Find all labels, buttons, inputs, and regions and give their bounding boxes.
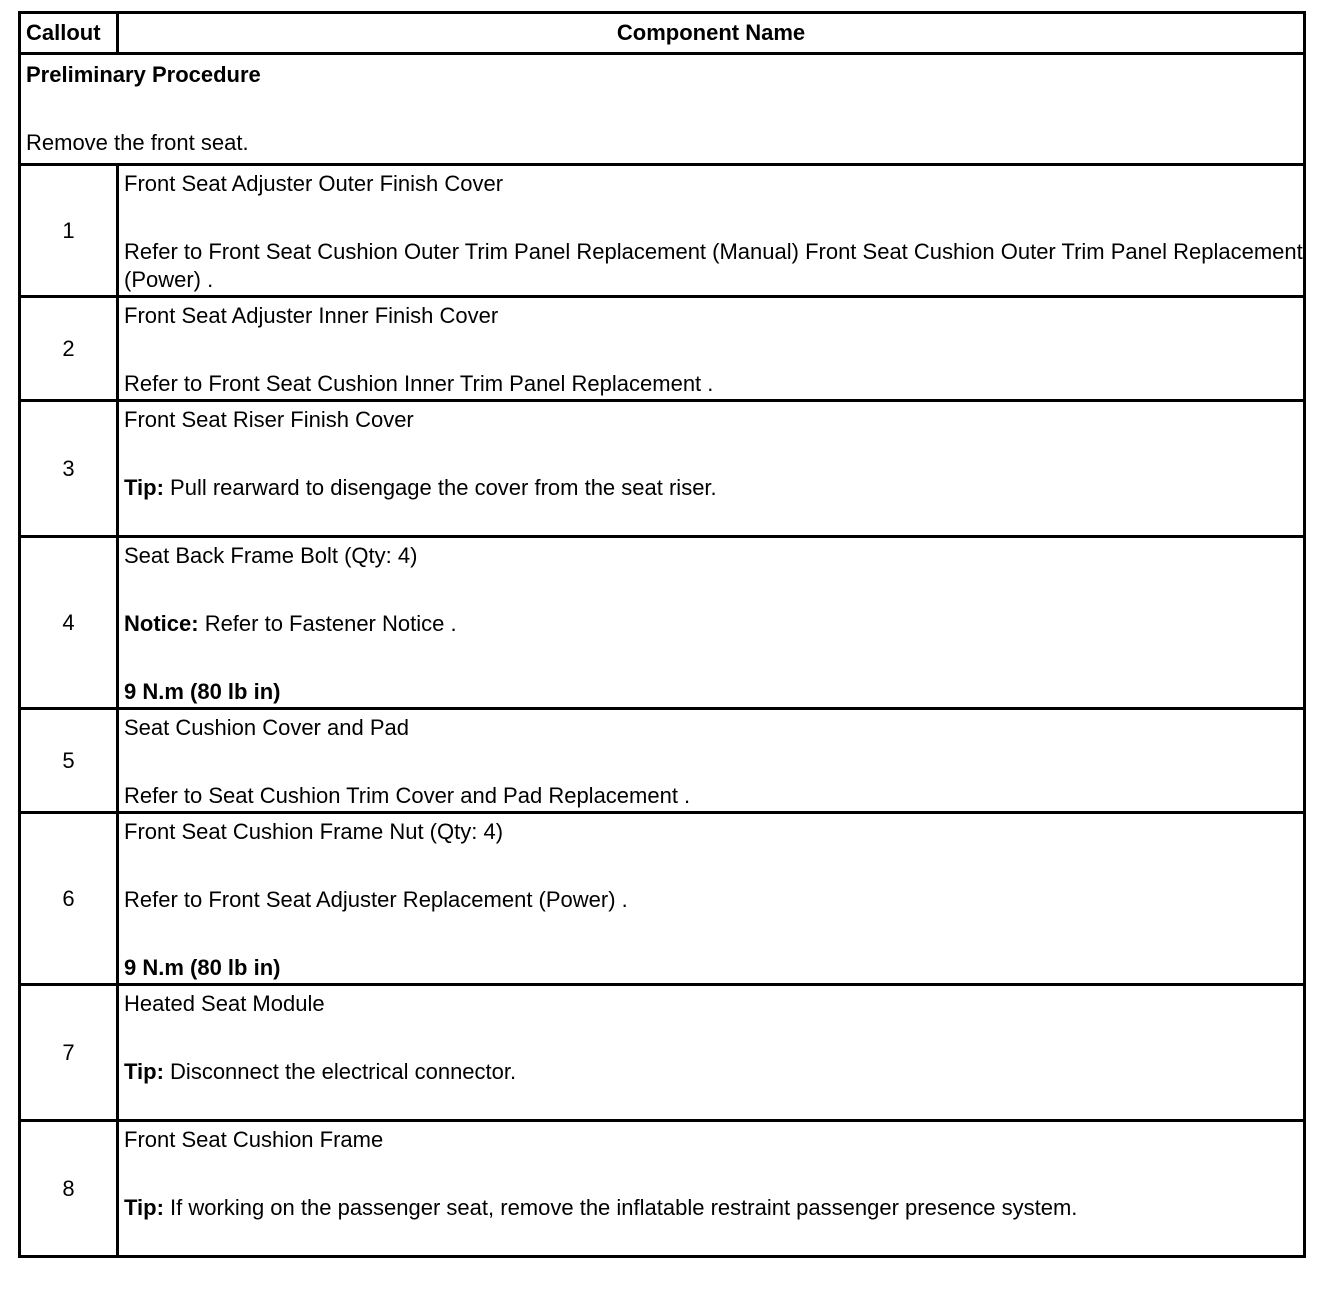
- tip-label: Tip:: [124, 1195, 164, 1220]
- component-detail: Refer to Front Seat Cushion Outer Trim Panel Replacement (Manual) Front Seat Cushion Outer Trim Panel Replacement (Power) .: [124, 239, 1303, 292]
- component-table: [18, 11, 1306, 1258]
- component-name: Front Seat Adjuster Outer Finish Cover: [124, 171, 504, 196]
- table-row: [20, 985, 1305, 1121]
- table-row: [20, 297, 1305, 401]
- torque-spec: 9 N.m (80 lb in): [124, 679, 281, 704]
- component-column-header: Component Name: [118, 13, 1305, 54]
- callout-number: 8: [20, 1121, 118, 1257]
- preliminary-row: [20, 54, 1305, 165]
- tip-label: Tip:: [124, 1059, 164, 1084]
- notice-label: Notice:: [124, 611, 199, 636]
- torque-spec: 9 N.m (80 lb in): [124, 955, 281, 980]
- component-cell: [118, 401, 1305, 537]
- component-cell: [118, 709, 1305, 813]
- component-name: Front Seat Adjuster Inner Finish Cover: [124, 303, 499, 328]
- preliminary-text: Remove the front seat.: [26, 130, 249, 155]
- callout-column-header: Callout: [20, 13, 118, 54]
- callout-number: 4: [20, 537, 118, 709]
- component-name: Front Seat Cushion Frame Nut (Qty: 4): [124, 819, 504, 844]
- component-detail: Refer to Front Seat Cushion Inner Trim Panel Replacement .: [124, 371, 714, 396]
- tip-detail: If working on the passenger seat, remove the inflatable restraint passenger presence system.: [170, 1195, 1078, 1220]
- component-name: Heated Seat Module: [124, 991, 325, 1016]
- notice-detail: Refer to Fastener Notice .: [204, 611, 457, 636]
- table-row: [20, 165, 1305, 297]
- table-header-row: [20, 13, 1305, 54]
- tip-text: [124, 1058, 1303, 1086]
- callout-number: 1: [20, 165, 118, 297]
- component-cell: [118, 165, 1305, 297]
- component-cell: [118, 1121, 1305, 1257]
- callout-number: 7: [20, 985, 118, 1121]
- tip-detail: Pull rearward to disengage the cover from the seat riser.: [170, 475, 717, 500]
- callout-number: 2: [20, 297, 118, 401]
- component-detail: Refer to Seat Cushion Trim Cover and Pad Replacement .: [124, 783, 691, 808]
- preliminary-cell: [20, 54, 1305, 165]
- table-row: [20, 813, 1305, 985]
- callout-number: 6: [20, 813, 118, 985]
- tip-text: [124, 1194, 1303, 1222]
- tip-label: Tip:: [124, 475, 164, 500]
- table-row: [20, 537, 1305, 709]
- notice-text: [124, 610, 1303, 638]
- callout-number: 5: [20, 709, 118, 813]
- tip-detail: Disconnect the electrical connector.: [170, 1059, 517, 1084]
- component-name: Front Seat Cushion Frame: [124, 1127, 384, 1152]
- component-cell: [118, 297, 1305, 401]
- preliminary-title: Preliminary Procedure: [26, 62, 261, 87]
- table-row: [20, 1121, 1305, 1257]
- component-cell: [118, 985, 1305, 1121]
- callout-number: 3: [20, 401, 118, 537]
- table-row: [20, 709, 1305, 813]
- component-name: Front Seat Riser Finish Cover: [124, 407, 414, 432]
- table-row: [20, 401, 1305, 537]
- tip-text: [124, 474, 1303, 502]
- component-cell: [118, 813, 1305, 985]
- component-name: Seat Back Frame Bolt (Qty: 4): [124, 543, 418, 568]
- component-cell: [118, 537, 1305, 709]
- component-detail: Refer to Front Seat Adjuster Replacement (Power) .: [124, 887, 628, 912]
- component-name: Seat Cushion Cover and Pad: [124, 715, 409, 740]
